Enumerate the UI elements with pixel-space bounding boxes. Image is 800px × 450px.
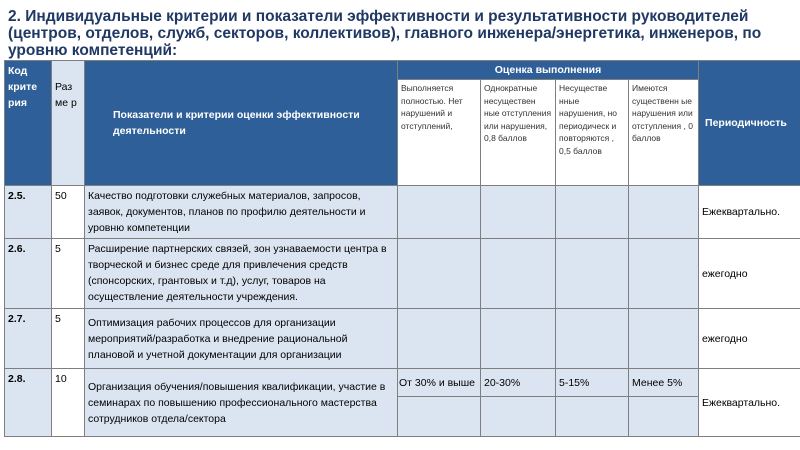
row-eval-value: 20-30% bbox=[481, 369, 556, 397]
row-criterion: Расширение партнерских связей, зон узнаваемости центра в творческой и бизнес среде для привлечения средств (спонсорских, грантовых и т.д), услуг, товаров на осуществление деятельности учреждения. bbox=[85, 239, 398, 309]
eval-col-major: Имеются существенн ые нарушения или отступления , 0 баллов bbox=[629, 80, 699, 186]
row-code: 2.6. bbox=[5, 239, 52, 309]
row-eval-cell bbox=[398, 309, 481, 369]
row-eval-cell bbox=[398, 186, 481, 239]
title-line-3: уровню компетенций: bbox=[8, 42, 178, 59]
row-periodicity: ежегодно bbox=[699, 239, 800, 309]
header-code: Код крите рия bbox=[5, 61, 52, 186]
row-eval-value: От 30% и выше bbox=[398, 369, 481, 397]
row-eval-cell bbox=[629, 309, 699, 369]
row-periodicity: Ежеквартально. bbox=[699, 369, 800, 437]
row-size: 50 bbox=[52, 186, 85, 239]
row-periodicity: ежегодно bbox=[699, 309, 800, 369]
title-line-1: 2. Индивидуальные критерии и показатели эффективности и результативности руководителей bbox=[8, 8, 749, 25]
row-eval-cell bbox=[556, 186, 629, 239]
row-criterion: Организация обучения/повышения квалификации, участие в семинарах по повышению профессионального мастерства сотрудников отдела/сектора bbox=[85, 369, 398, 437]
row-criterion: Качество подготовки служебных материалов, запросов, заявок, документов, планов по профилю деятельности и уровню компетенции bbox=[85, 186, 398, 239]
table-row bbox=[5, 239, 800, 309]
table-row bbox=[5, 369, 800, 397]
row-eval-cell bbox=[481, 397, 556, 437]
row-periodicity: Ежеквартально. bbox=[699, 186, 800, 239]
header-size: Раз ме р bbox=[52, 61, 85, 186]
row-eval-cell bbox=[398, 239, 481, 309]
row-eval-cell bbox=[556, 309, 629, 369]
header-row-1 bbox=[5, 61, 800, 80]
header-periodicity: Периодичность bbox=[699, 61, 800, 186]
row-code: 2.5. bbox=[5, 186, 52, 239]
row-eval-cell bbox=[481, 309, 556, 369]
row-size: 5 bbox=[52, 309, 85, 369]
row-size: 5 bbox=[52, 239, 85, 309]
row-code: 2.8. bbox=[5, 369, 52, 437]
eval-col-minor-once: Однократные несуществен ные отступления или нарушения, 0,8 баллов bbox=[481, 80, 556, 186]
header-evaluation: Оценка выполнения bbox=[398, 61, 699, 80]
row-eval-value: Менее 5% bbox=[629, 369, 699, 397]
row-eval-cell bbox=[629, 239, 699, 309]
row-code: 2.7. bbox=[5, 309, 52, 369]
row-eval-value: 5-15% bbox=[556, 369, 629, 397]
row-criterion: Оптимизация рабочих процессов для организации мероприятий/разработка и внедрение рациональной плановой и учетной документации для организации bbox=[85, 309, 398, 369]
header-indicators: Показатели и критерии оценки эффективности деятельности bbox=[85, 61, 398, 186]
row-size: 10 bbox=[52, 369, 85, 437]
row-eval-cell bbox=[556, 397, 629, 437]
row-eval-cell bbox=[556, 239, 629, 309]
title-line-2: (центров, отделов, служб, секторов, коллективов), главного инженера/энергетика, инженеров, по bbox=[8, 25, 762, 42]
table-row bbox=[5, 309, 800, 369]
row-eval-cell bbox=[629, 397, 699, 437]
eval-col-full: Выполняется полностью. Нет нарушений и отступлений, bbox=[398, 80, 481, 186]
row-eval-cell bbox=[481, 239, 556, 309]
page-title bbox=[8, 8, 792, 59]
table-row bbox=[5, 186, 800, 239]
criteria-table bbox=[4, 60, 800, 437]
row-eval-cell bbox=[629, 186, 699, 239]
row-eval-cell bbox=[481, 186, 556, 239]
eval-col-minor-repeat: Несуществе нные нарушения, но периодическ и повторяются , 0,5 баллов bbox=[556, 80, 629, 186]
row-eval-cell bbox=[398, 397, 481, 437]
